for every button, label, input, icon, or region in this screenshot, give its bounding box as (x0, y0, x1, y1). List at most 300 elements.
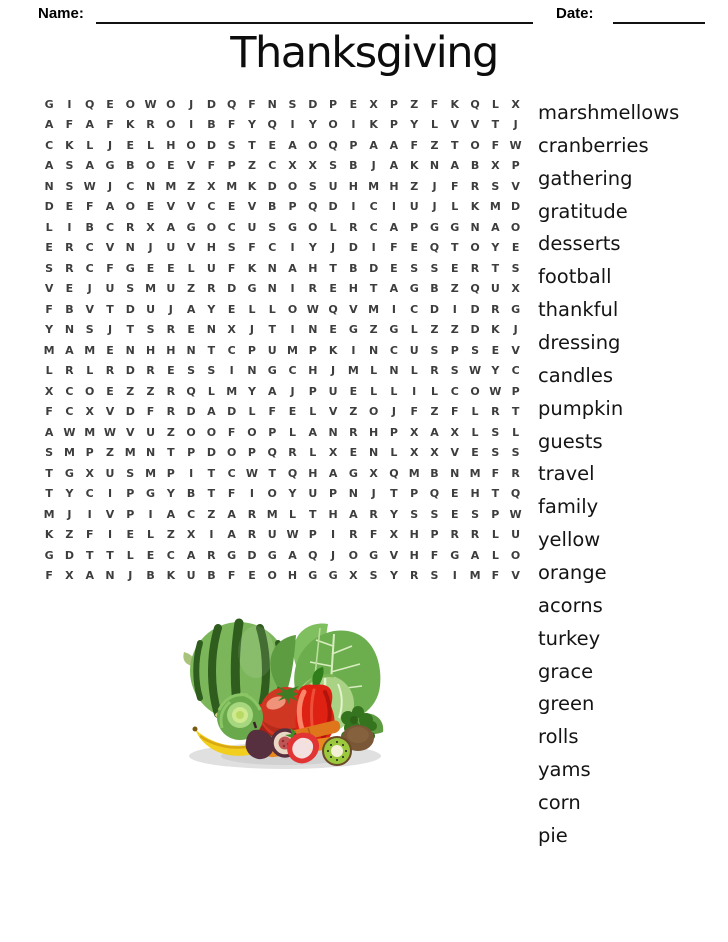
word-list-item: football (538, 265, 612, 289)
grid-letter: C (207, 200, 216, 214)
grid-letter: R (409, 569, 419, 583)
grid-letter: M (84, 343, 96, 357)
grid-letter: V (105, 405, 115, 419)
grid-letter: J (432, 179, 437, 193)
word-list-item: thankful (538, 298, 619, 322)
grid-letter: I (290, 118, 295, 132)
grid-letter: P (491, 507, 500, 521)
grid-letter: Y (389, 569, 398, 583)
grid-letter: D (328, 200, 338, 214)
grid-letter: R (126, 220, 135, 234)
grid-letter: Y (247, 384, 256, 398)
grid-letter: P (308, 343, 317, 357)
grid-letter: V (470, 118, 480, 132)
grid-letter: F (227, 261, 236, 275)
grid-letter: P (410, 220, 419, 234)
grid-letter: V (389, 548, 399, 562)
grid-letter: M (266, 507, 278, 521)
grid-letter: T (390, 487, 398, 501)
grid-letter: G (450, 220, 460, 234)
grid-letter: S (126, 466, 135, 480)
grid-letter: V (511, 343, 520, 357)
grid-letter: S (308, 179, 317, 193)
grid-letter: X (207, 179, 216, 193)
grid-letter: O (125, 97, 135, 111)
grid-letter: A (491, 220, 500, 234)
grid-letter: E (491, 343, 500, 357)
grid-letter: M (469, 569, 481, 583)
grid-letter: B (430, 466, 439, 480)
grid-letter: Q (389, 466, 399, 480)
grid-letter: S (45, 446, 54, 460)
grid-letter: I (229, 364, 234, 378)
grid-letter: H (409, 528, 419, 542)
grid-letter: U (267, 343, 277, 357)
grid-letter: J (513, 323, 518, 337)
grid-letter: N (44, 179, 54, 193)
grid-letter: F (430, 97, 439, 111)
grid-letter: R (105, 364, 115, 378)
grid-letter: L (491, 97, 499, 111)
grid-letter: J (513, 118, 518, 132)
grid-letter: R (207, 282, 216, 296)
grid-letter: U (166, 241, 176, 255)
grid-letter: W (306, 302, 319, 316)
grid-letter: B (207, 118, 216, 132)
grid-letter: X (450, 425, 459, 439)
grid-letter: Y (308, 241, 317, 255)
grid-letter: A (389, 138, 399, 152)
grid-row (39, 135, 526, 156)
grid-letter: E (146, 200, 155, 214)
grid-letter: L (471, 405, 479, 419)
grid-letter: P (166, 466, 175, 480)
grid-letter: A (389, 282, 399, 296)
grid-letter: D (369, 261, 379, 275)
grid-letter: W (468, 364, 482, 378)
grid-letter: X (409, 425, 419, 439)
grid-letter: E (227, 200, 236, 214)
grid-letter: E (106, 97, 114, 111)
grid-letter: J (189, 97, 194, 111)
grid-letter: O (308, 138, 318, 152)
grid-letter: P (410, 487, 419, 501)
grid-letter: L (248, 405, 256, 419)
grid-letter: G (247, 282, 257, 296)
grid-letter: L (207, 384, 215, 398)
grid-letter: O (308, 220, 318, 234)
grid-letter: U (328, 384, 338, 398)
grid-letter: F (430, 548, 439, 562)
grid-letter: K (409, 159, 419, 173)
grid-letter: V (186, 241, 196, 255)
grid-letter: F (268, 405, 276, 419)
grid-letter: L (430, 384, 438, 398)
grid-letter: X (85, 405, 94, 419)
grid-letter: A (85, 118, 94, 132)
grid-letter: F (410, 138, 418, 152)
grid-letter: M (145, 466, 157, 480)
grid-letter: K (247, 179, 257, 193)
grid-letter: R (247, 507, 257, 521)
grid-letter: B (470, 159, 480, 173)
grid-letter: D (186, 405, 196, 419)
grid-letter: P (126, 487, 135, 501)
grid-letter: T (207, 343, 216, 357)
grid-letter: J (391, 405, 396, 419)
grid-letter: E (268, 138, 276, 152)
grid-letter: G (450, 548, 460, 562)
grid-letter: I (189, 466, 194, 480)
grid-letter: F (85, 528, 94, 542)
grid-letter: I (87, 507, 92, 521)
grid-letter: X (288, 159, 297, 173)
grid-letter: I (290, 323, 295, 337)
grid-letter: A (186, 302, 196, 316)
grid-letter: Z (166, 425, 175, 439)
grid-letter: E (167, 364, 175, 378)
grid-letter: G (186, 220, 196, 234)
grid-letter: P (511, 384, 520, 398)
grid-letter: V (166, 200, 176, 214)
grid-letter: U (146, 425, 156, 439)
grid-letter: A (227, 507, 236, 521)
grid-letter: U (409, 343, 419, 357)
grid-letter: R (207, 548, 216, 562)
grid-letter: S (207, 364, 216, 378)
grid-letter: U (166, 282, 176, 296)
grid-letter: N (308, 323, 318, 337)
grid-letter: X (85, 466, 94, 480)
grid-letter: G (348, 466, 358, 480)
grid-letter: V (105, 241, 115, 255)
grid-letter: N (125, 241, 135, 255)
grid-letter: Z (410, 97, 419, 111)
grid-letter: Y (308, 118, 317, 132)
grid-letter: F (248, 97, 256, 111)
grid-letter: I (209, 528, 214, 542)
grid-letter: E (349, 384, 358, 398)
grid-letter: A (166, 507, 176, 521)
grid-letter: J (371, 487, 376, 501)
grid-letter: K (491, 323, 500, 337)
grid-letter: R (470, 179, 480, 193)
grid-letter: M (469, 466, 481, 480)
grid-letter: K (450, 97, 460, 111)
grid-letter: T (491, 118, 500, 132)
word-list-item: pumpkin (538, 396, 624, 420)
grid-letter: A (389, 220, 399, 234)
word-list-item: yellow (538, 528, 601, 552)
grid-letter: E (451, 487, 459, 501)
grid-letter: A (44, 118, 54, 132)
grid-letter: T (268, 466, 276, 480)
grid-letter: G (369, 548, 379, 562)
grid-letter: T (248, 138, 256, 152)
grid-letter: B (349, 159, 358, 173)
grid-letter: L (289, 425, 297, 439)
grid-letter: F (227, 569, 236, 583)
grid-letter: R (65, 364, 74, 378)
grid-letter: F (45, 302, 53, 316)
grid-letter: S (187, 364, 196, 378)
grid-letter: G (267, 364, 277, 378)
grid-letter: F (85, 200, 94, 214)
grid-letter: Z (166, 528, 175, 542)
word-list-item: dressing (538, 330, 621, 354)
grid-letter: G (64, 466, 74, 480)
grid-row (39, 320, 526, 341)
grid-letter: G (267, 548, 277, 562)
grid-letter: N (267, 261, 277, 275)
grid-letter: F (227, 118, 236, 132)
grid-letter: B (186, 487, 196, 501)
grid-letter: P (247, 343, 256, 357)
grid-letter: L (248, 302, 256, 316)
word-list-item: gratitude (538, 199, 628, 223)
word-list-item: rolls (538, 725, 579, 749)
grid-letter: G (227, 548, 237, 562)
grid-letter: D (470, 302, 480, 316)
grid-letter: Q (429, 241, 440, 255)
grid-letter: P (227, 159, 236, 173)
grid-letter: U (328, 179, 338, 193)
grid-letter: G (308, 569, 318, 583)
grid-letter: K (65, 138, 74, 152)
grid-letter: U (308, 487, 318, 501)
grid-letter: S (146, 323, 155, 337)
grid-letter: Q (470, 97, 480, 111)
grid-letter: L (390, 446, 398, 460)
grid-letter: N (389, 364, 399, 378)
grid-letter: C (227, 466, 236, 480)
grid-letter: L (147, 528, 155, 542)
grid-letter: O (267, 487, 277, 501)
grid-letter: G (429, 220, 439, 234)
grid-letter: S (410, 507, 419, 521)
grid-row (39, 299, 526, 320)
grid-letter: R (470, 528, 480, 542)
grid-letter: M (226, 384, 238, 398)
grid-letter: X (65, 569, 74, 583)
grid-letter: T (511, 405, 520, 419)
grid-letter: R (146, 118, 155, 132)
grid-letter: Z (450, 282, 459, 296)
grid-letter: I (351, 343, 356, 357)
grid-letter: F (65, 118, 74, 132)
grid-letter: O (470, 241, 480, 255)
grid-letter: D (64, 548, 74, 562)
grid-letter: N (369, 446, 379, 460)
grid-letter: A (470, 548, 480, 562)
grid-row (39, 361, 526, 382)
grid-letter: C (65, 384, 74, 398)
grid-letter: Q (267, 118, 277, 132)
grid-letter: I (290, 241, 295, 255)
grid-letter: Z (349, 405, 358, 419)
grid-letter: H (166, 138, 176, 152)
grid-letter: D (429, 302, 440, 316)
grid-letter: E (227, 302, 236, 316)
grid-letter: S (369, 569, 378, 583)
grid-letter: Z (187, 179, 196, 193)
grid-letter: S (511, 446, 520, 460)
grid-letter: S (491, 425, 500, 439)
grid-letter: Y (207, 302, 216, 316)
grid-letter: J (107, 323, 113, 337)
grid-letter: S (268, 220, 277, 234)
grid-letter: E (511, 241, 520, 255)
grid-letter: K (470, 200, 480, 214)
grid-letter: B (146, 569, 155, 583)
grid-letter: A (389, 159, 399, 173)
grid-letter: A (369, 138, 378, 152)
grid-letter: Z (187, 282, 196, 296)
grid-letter: N (125, 343, 135, 357)
grid-letter: S (45, 261, 54, 275)
grid-letter: S (491, 446, 500, 460)
grid-letter: M (43, 343, 55, 357)
grid-letter: B (207, 569, 216, 583)
grid-row (39, 504, 526, 525)
grid-letter: N (429, 159, 440, 173)
grid-letter: Z (65, 528, 74, 542)
grid-letter: C (45, 138, 54, 152)
grid-letter: M (124, 446, 136, 460)
grid-letter: L (410, 364, 418, 378)
grid-letter: M (63, 446, 75, 460)
grid-letter: A (44, 425, 54, 439)
grid-letter: F (106, 118, 114, 132)
grid-letter: E (146, 548, 155, 562)
grid-letter: V (328, 405, 338, 419)
grid-letter: J (249, 323, 254, 337)
grid-letter: X (369, 97, 378, 111)
grid-letter: O (206, 425, 217, 439)
grid-letter: N (328, 425, 338, 439)
grid-letter: F (45, 569, 53, 583)
grid-letter: E (451, 507, 459, 521)
grid-letter: U (105, 466, 115, 480)
grid-letter: O (247, 425, 257, 439)
grid-row (39, 94, 526, 115)
grid-letter: D (348, 241, 358, 255)
grid-letter: B (349, 261, 358, 275)
grid-letter: R (247, 528, 257, 542)
grid-letter: I (107, 487, 113, 501)
grid-letter: A (85, 159, 94, 173)
grid-letter: W (286, 528, 299, 542)
grid-letter: F (491, 138, 500, 152)
grid-letter: P (389, 118, 398, 132)
grid-letter: T (369, 282, 378, 296)
grid-letter: N (105, 569, 115, 583)
grid-letter: Z (369, 323, 378, 337)
grid-letter: K (126, 118, 135, 132)
grid-letter: Q (287, 466, 298, 480)
grid-letter: M (165, 179, 177, 193)
grid-letter: E (349, 446, 358, 460)
grid-letter: B (268, 200, 277, 214)
grid-letter: Z (207, 507, 216, 521)
grid-letter: P (389, 425, 398, 439)
grid-row (39, 176, 526, 197)
grid-letter: E (329, 323, 337, 337)
grid-letter: S (430, 343, 439, 357)
date-label: Date: (556, 5, 594, 22)
grid-letter: I (351, 118, 356, 132)
grid-letter: Y (491, 241, 500, 255)
grid-letter: E (106, 343, 114, 357)
grid-letter: L (491, 548, 499, 562)
grid-letter: O (226, 446, 237, 460)
grid-letter: X (511, 97, 520, 111)
grid-letter: T (207, 466, 216, 480)
grid-letter: C (227, 220, 236, 234)
grid-letter: Z (430, 323, 439, 337)
grid-letter: Q (470, 282, 480, 296)
grid-letter: R (491, 302, 500, 316)
grid-letter: O (368, 405, 379, 419)
grid-letter: I (67, 220, 72, 234)
grid-letter: X (389, 528, 399, 542)
word-list-item: cranberries (538, 133, 649, 157)
grid-letter: U (105, 282, 115, 296)
grid-letter: F (491, 466, 500, 480)
grid-letter: C (85, 261, 94, 275)
grid-letter: X (349, 569, 358, 583)
word-list-item: orange (538, 560, 607, 584)
grid-letter: X (328, 446, 338, 460)
grid-row (39, 402, 526, 423)
grid-letter: E (167, 261, 175, 275)
grid-row (39, 525, 526, 546)
grid-letter: Y (491, 364, 500, 378)
grid-letter: C (268, 159, 277, 173)
grid-letter: A (227, 528, 236, 542)
word-list-item: turkey (538, 626, 601, 650)
date-blank-line (613, 22, 705, 24)
grid-letter: M (368, 302, 380, 316)
grid-letter: U (511, 528, 521, 542)
grid-row (39, 340, 526, 361)
grid-letter: O (145, 159, 156, 173)
grid-letter: H (328, 507, 338, 521)
grid-letter: V (349, 302, 358, 316)
word-list-item: corn (538, 790, 581, 814)
grid-row (39, 463, 526, 484)
grid-letter: E (45, 241, 53, 255)
grid-letter: G (44, 97, 54, 111)
grid-letter: T (167, 446, 175, 460)
grid-letter: R (166, 323, 176, 337)
name-label: Name: (38, 5, 84, 22)
grid-letter: F (248, 241, 256, 255)
grid-letter: C (105, 220, 115, 234)
grid-letter: M (43, 507, 55, 521)
grid-letter: S (227, 138, 236, 152)
grid-letter: F (45, 405, 53, 419)
grid-letter: L (309, 405, 317, 419)
grid-letter: C (85, 487, 94, 501)
grid-letter: W (83, 179, 96, 193)
grid-letter: T (451, 138, 459, 152)
grid-letter: U (186, 569, 196, 583)
grid-letter: T (45, 487, 53, 501)
grid-letter: L (491, 528, 499, 542)
grid-letter: F (390, 241, 398, 255)
grid-letter: R (430, 364, 439, 378)
